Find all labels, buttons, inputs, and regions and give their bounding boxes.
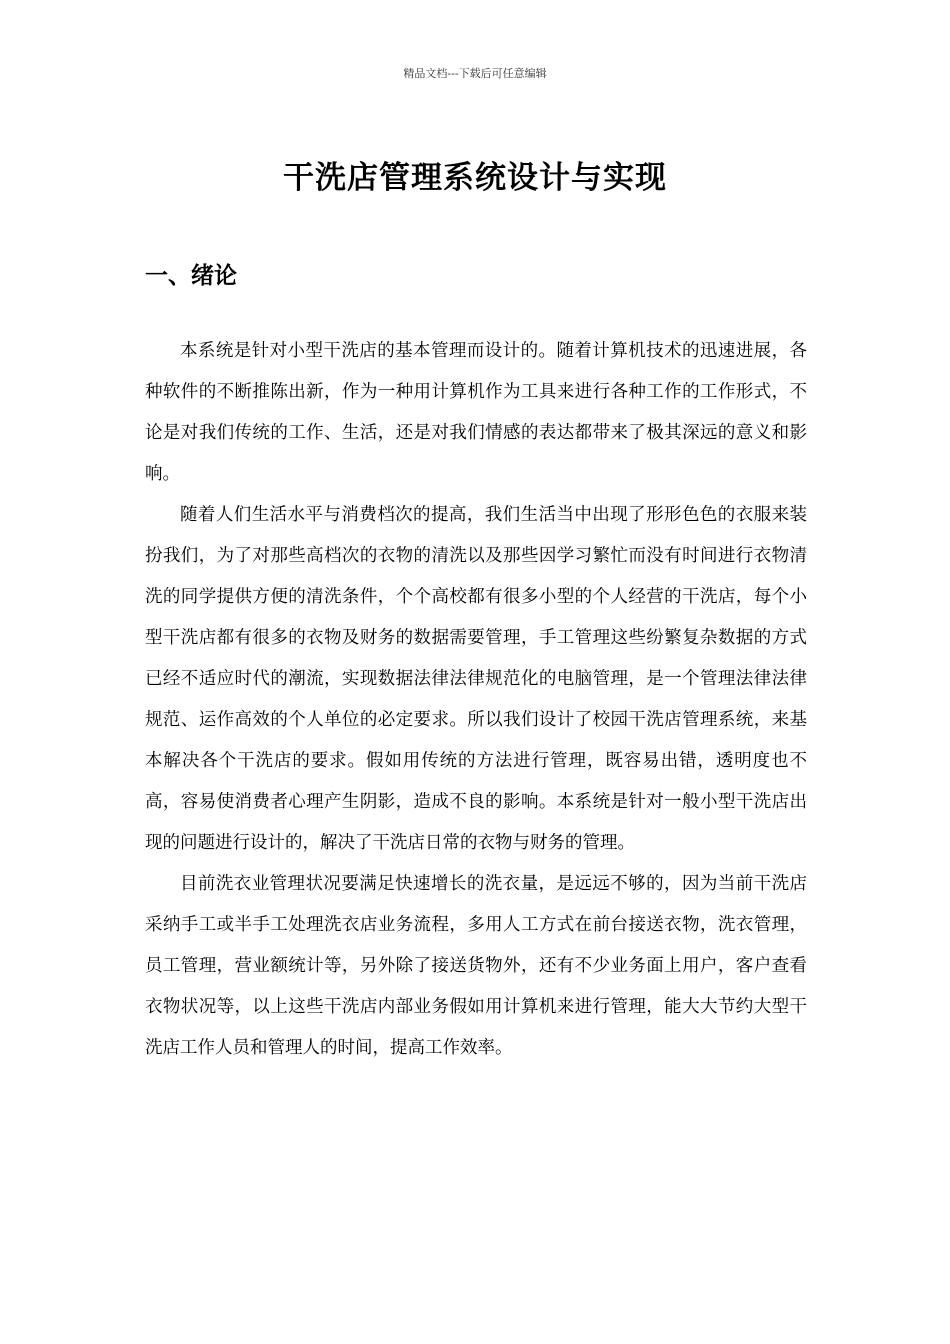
paragraph-2: 随着人们生活水平与消费档次的提高，我们生活当中出现了形形色色的衣服来装扮我们，为了对那些高档次的衣物的清洗以及那些因学习繁忙而没有时间进行衣物清洗的同学提供方便的清洗条件，个个高校都有很多小型的个人经营的干洗店，每个小型干洗店都有很多的衣物及财务的数据需要管理，手工管理这些纷繁复杂数据的方式已经不适应时代的潮流，实现数据法律法律规范化的电脑管理，是一个管理法律法律规范、运作高效的个人单位的必定要求。所以我们设计了校园干洗店管理系统，来基本解决各个干洗店的要求。假如用传统的方法进行管理，既容易出错，透明度也不高，容易使消费者心理产生阴影，造成不良的影响。本系统是针对一般小型干洗店出现的问题进行设计的，解决了干洗店日常的衣物与财务的管理。 [145, 505, 807, 853]
document-title: 干洗店管理系统设计与实现 [283, 160, 667, 196]
section-heading: 一、绪论 [145, 263, 237, 289]
paragraph-1: 本系统是针对小型干洗店的基本管理而设计的。随着计算机技术的迅速进展，各种软件的不断推陈出新，作为一种用计算机作为工具来进行各种工作的工作形式，不论是对我们传统的工作、生活，还是对我们情感的表达都带来了极其深远的意义和影响。 [145, 341, 807, 484]
body-text [145, 331, 807, 1069]
page-header: 精品文档---下载后可任意编辑 [403, 67, 547, 80]
paragraph-3: 目前洗衣业管理状况要满足快速增长的洗衣量，是远远不够的，因为当前干洗店采纳手工或半手工处理洗衣店业务流程，多用人工方式在前台接送衣物，洗衣管理，员工管理，营业额统计等，另外除了接送货物外，还有不少业务面上用户，客户查看衣物状况等，以上这些干洗店内部业务假如用计算机来进行管理，能大大节约大型干洗店工作人员和管理人的时间，提高工作效率。 [145, 874, 807, 1058]
